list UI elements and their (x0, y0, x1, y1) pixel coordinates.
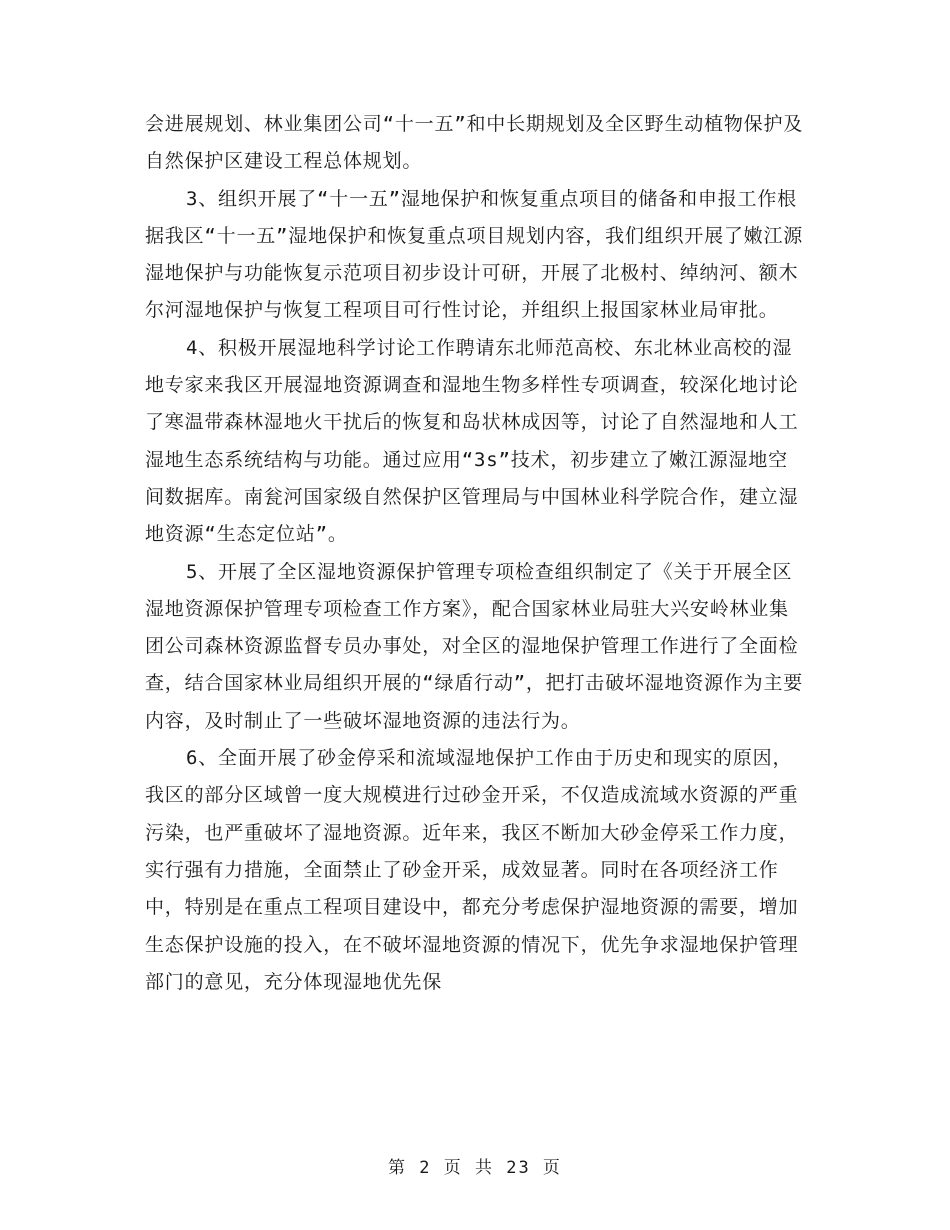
page-number-footer: 第 2 页 共 23 页 (388, 1158, 562, 1178)
paragraph-continuation: 会进展规划、林业集团公司“十一五”和中长期规划及全区野生动植物保护及自然保护区建设工程总体规划。 (145, 113, 804, 173)
paragraph-item-4: 4、积极开展湿地科学讨论工作聘请东北师范高校、东北林业高校的湿地专家来我区开展湿地资源调查和湿地生物多样性专项调查，较深化地讨论了寒温带森林湿地火干扰后的恢复和岛状林成因等，讨论了自然湿地和人工湿地生态系统结构与功能。通过应用“3s”技术，初步建立了嫩江源湿地空间数据库。南瓮河国家级自然保护区管理局与中国林业科学院合作，建立湿地资源“生态定位站”。 (145, 336, 799, 546)
paragraph-item-3: 3、组织开展了“十一五”湿地保护和恢复重点项目的储备和申报工作根据我区“十一五”湿地保护和恢复重点项目规划内容，我们组织开展了嫩江源湿地保护与功能恢复示范项目初步设计可研，开展了北极村、绰纳河、额木尔河湿地保护与恢复工程项目可行性讨论，并组织上报国家林业局审批。 (145, 187, 804, 322)
paragraph-item-5: 5、开展了全区湿地资源保护管理专项检查组织制定了《关于开展全区湿地资源保护管理专项检查工作方案》，配合国家林业局驻大兴安岭林业集团公司森林资源监督专员办事处，对全区的湿地保护管理工作进行了全面检查，结合国家林业局组织开展的“绿盾行动”，把打击破坏湿地资源作为主要内容，及时制止了一些破坏湿地资源的违法行为。 (145, 560, 804, 732)
paragraph-item-6: 6、全面开展了砂金停采和流域湿地保护工作由于历史和现实的原因，我区的部分区域曾一度大规模进行过砂金开采，不仅造成流域水资源的严重污染，也严重破坏了湿地资源。近年来，我区不断加大砂金停采工作力度，实行强有力措施，全面禁止了砂金开采，成效显著。同时在各项经济工作中，特别是在重点工程项目建设中，都充分考虑保护湿地资源的需要，增加生态保护设施的投入，在不破坏湿地资源的情况下，优先争求湿地保护管理部门的意见，充分体现湿地优先保 (145, 747, 799, 993)
document-body (145, 106, 805, 1001)
